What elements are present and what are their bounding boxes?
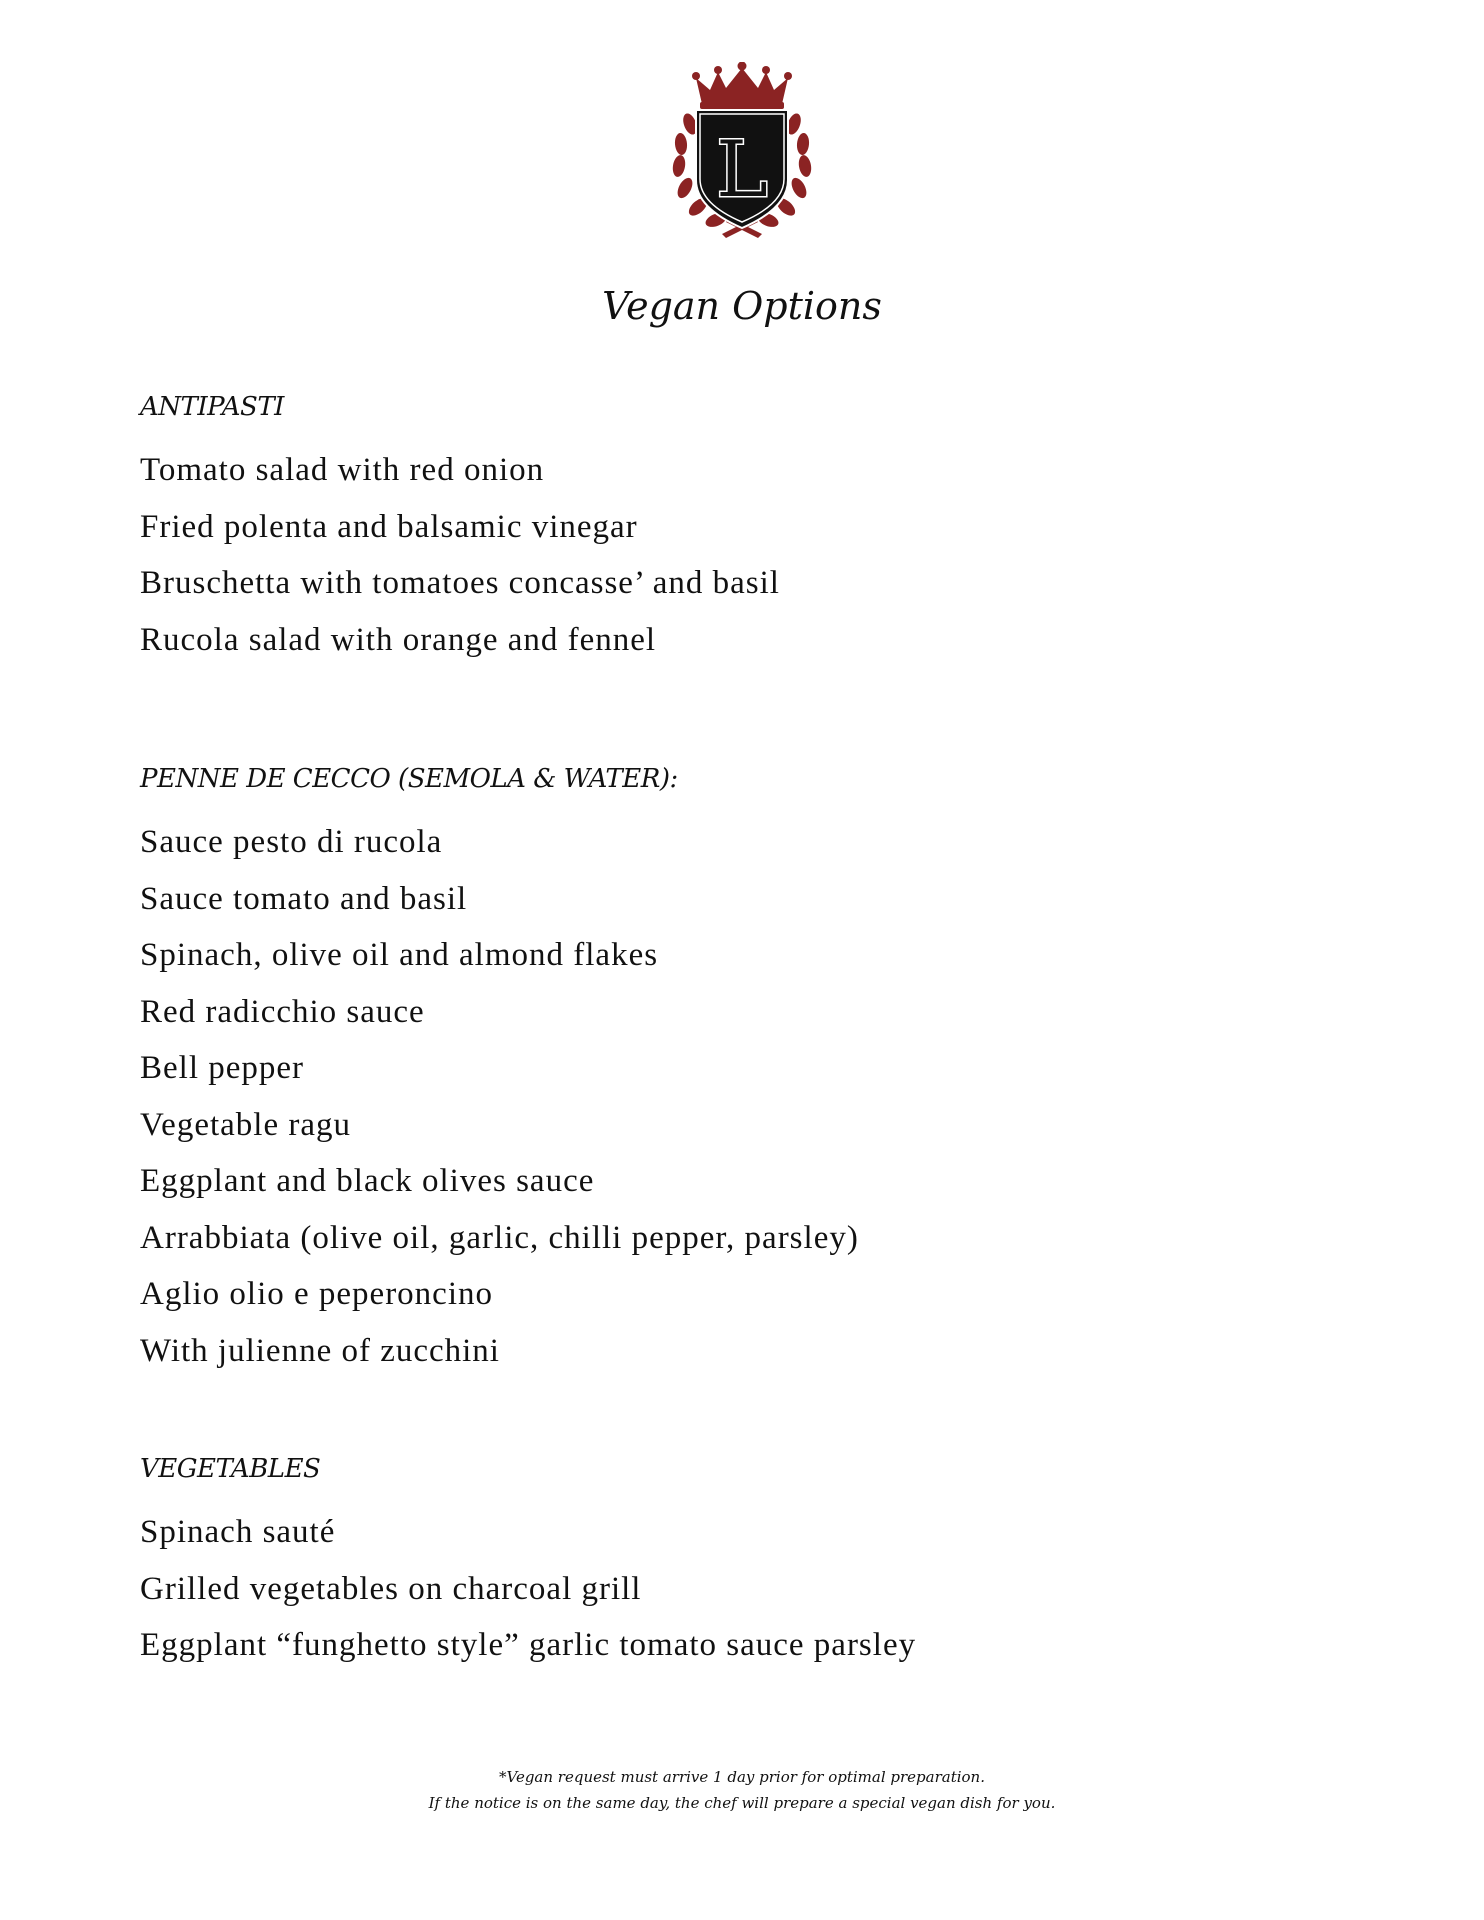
footer-note	[0, 1764, 1484, 1816]
section-heading: VEGETABLES	[140, 1454, 321, 1484]
menu-item: Red radicchio sauce	[140, 993, 425, 1030]
menu-item: Spinach, olive oil and almond flakes	[140, 937, 659, 973]
section-heading: ANTIPASTI	[140, 392, 284, 422]
footer-line: *Vegan request must arrive 1 day prior for optimal preparation.	[498, 1768, 985, 1786]
menu-item: Fried polenta and balsamic vinegar	[140, 508, 638, 545]
section-vegetables	[140, 1454, 1340, 1674]
menu-item: Eggplant “funghetto style” garlic tomato sauce parsley	[140, 1627, 917, 1663]
menu-item: Eggplant and black olives sauce	[140, 1163, 595, 1199]
menu-item: Sauce tomato and basil	[140, 880, 468, 917]
menu-item: Grilled vegetables on charcoal grill	[140, 1570, 642, 1607]
section-penne	[140, 764, 1340, 1379]
menu-list	[140, 814, 1340, 1379]
shield-icon	[696, 110, 788, 228]
section-antipasti	[140, 392, 1340, 668]
menu-item: Rucola salad with orange and fennel	[140, 621, 657, 658]
crown-icon	[692, 62, 792, 109]
logo-letter: L	[716, 125, 768, 215]
menu-item: Bruschetta with tomatoes concasse’ and basil	[140, 565, 780, 601]
menu-item: Sauce pesto di rucola	[140, 824, 443, 860]
menu-list	[140, 1504, 1340, 1674]
menu-item: Spinach sauté	[140, 1514, 336, 1550]
footer-line: If the notice is on the same day, the chef will prepare a special vegan dish for you.	[428, 1794, 1056, 1812]
menu-item: Aglio olio e peperoncino	[140, 1276, 494, 1312]
restaurant-logo	[664, 62, 820, 238]
section-heading: PENNE DE CECCO (SEMOLA & WATER):	[140, 764, 678, 794]
menu-item: Arrabbiata (olive oil, garlic, chilli pepper, parsley)	[140, 1219, 859, 1256]
menu-item: Vegetable ragu	[140, 1106, 351, 1143]
menu-list	[140, 442, 1340, 668]
menu-item: Tomato salad with red onion	[140, 452, 545, 488]
menu-item: With julienne of zucchini	[140, 1332, 500, 1369]
page-title: Vegan Options	[602, 284, 882, 328]
menu-item: Bell pepper	[140, 1050, 305, 1086]
